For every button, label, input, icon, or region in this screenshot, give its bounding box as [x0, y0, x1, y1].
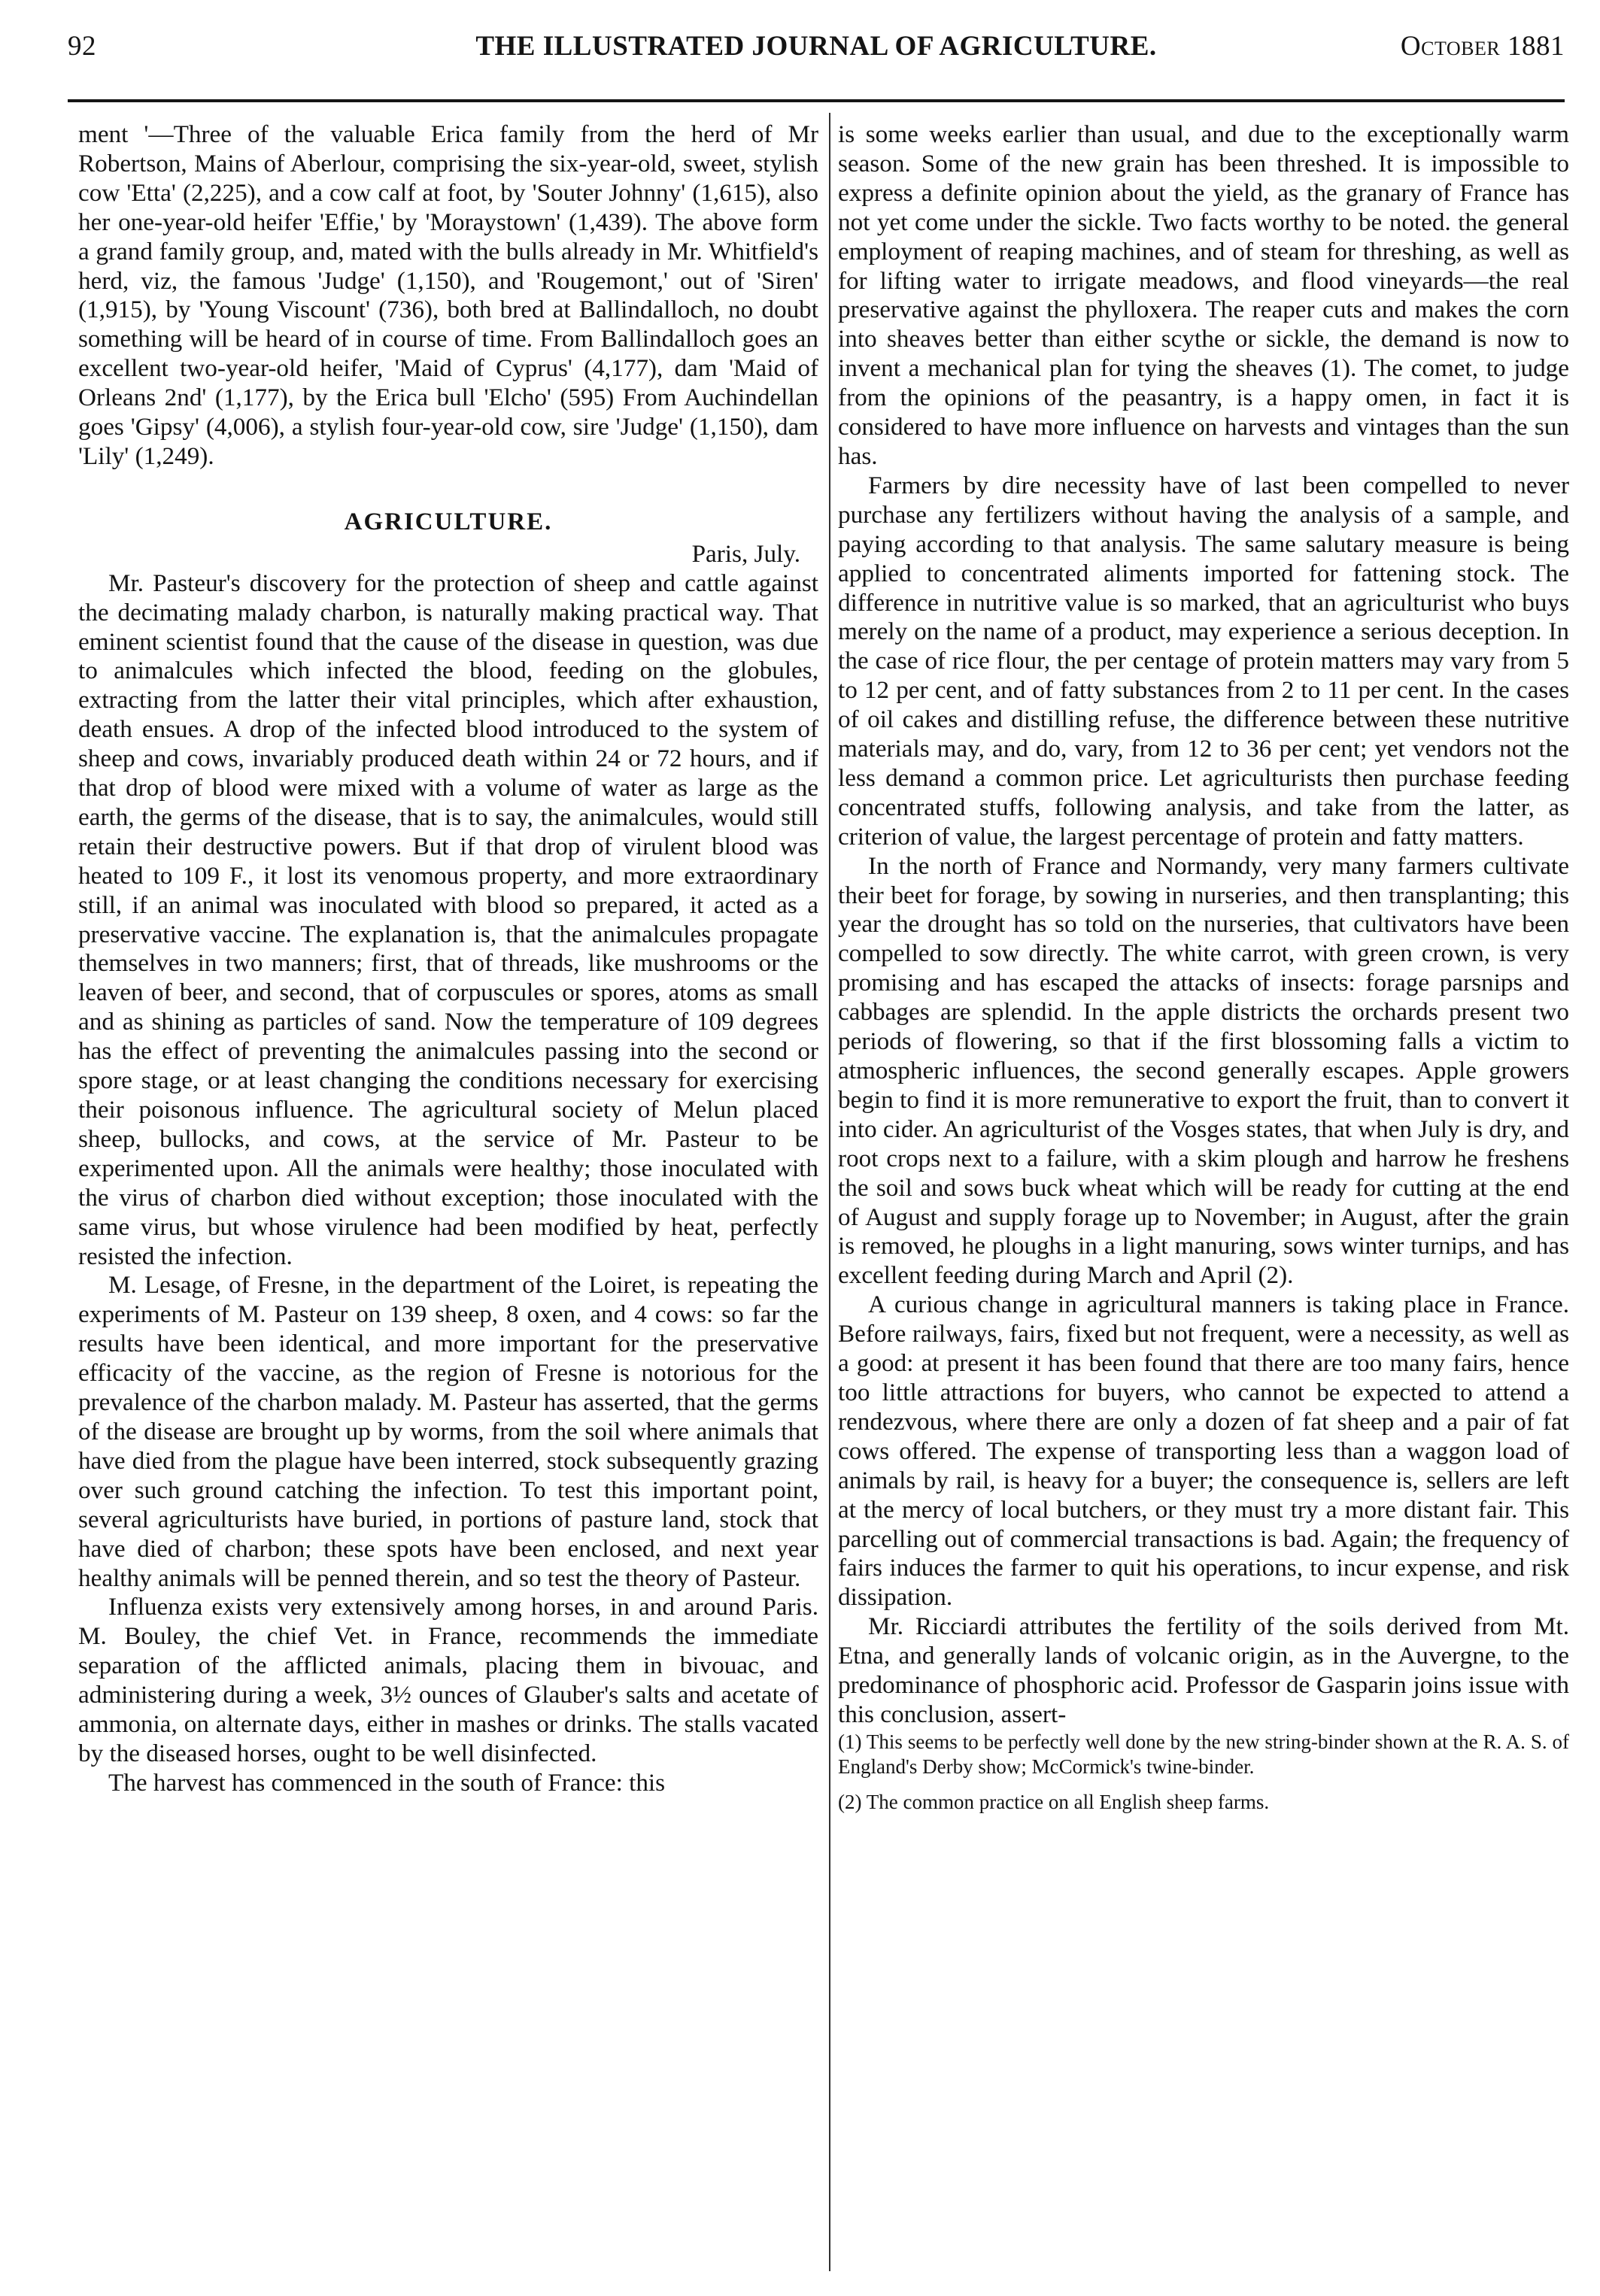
article-paragraph: A curious change in agricultural manners is taking place in France. Before railways, fairs, fixed but not frequent, were a necessity, as well as a good: at present it has been found that there are too many fairs, hence too little attractions for buyers, who cannot be expected to attend a rendezvous, where there are only a dozen of fat sheep and a pair of fat cows offered. The expense of transporting less than a waggon load of animals by rail, is heavy for a buyer; the consequence is, sellers are left at the mercy of local butchers, or they must try a more distant fair. This parcelling out of commercial transactions is bad. Again; the frequency of fairs induces the farmer to quit his operations, to incur expense, and risk dissipation. — [838, 1291, 1569, 1612]
column-divider — [829, 113, 830, 2271]
footnote: (1) This seems to be perfectly well done by the new string-binder shown at the R. A. S. of England's Derby show; McCormick's twine-binder. — [838, 1730, 1569, 1778]
article-paragraph: Mr. Pasteur's discovery for the protection of sheep and cattle against the decimating malady charbon, is naturally making practical way. That eminent scientist found that the cause of the disease in question, was due to animalcules which infected the blood, feeding on the globules, extracting from the latter their vital principles, which after exhaustion, death ensues. A drop of the infected blood introduced to the system of sheep and cows, invariably produced death within 24 or 72 hours, and if that drop of blood were mixed with a volume of water as large as the earth, the germs of the disease, that is to say, the animalcules, would still retain their destructive powers. But if that drop of virulent blood was heated to 109 F., it lost its venomous property, and more extraordinary still, if an animal was inoculated with blood so prepared, it acted as a preservative vaccine. The explanation is, that the animalcules propagate themselves in two manners; first, that of threads, like mushrooms or the leaven of beer, and second, that of corpuscules or spores, atoms as small and as shining as particles of sand. Now the temperature of 109 degrees has the effect of preventing the animalcules passing into the second or spore stage, or at least changing the conditions necessary for exercising their poisonous influence. The agricultural society of Melun placed sheep, bullocks, and cows, at the service of Mr. Pasteur to be experimented upon. All the animals were healthy; those inoculated with the virus of charbon died without exception; those inoculated with the same virus, but whose virulence had been modified by heat, perfectly resisted the infection. — [78, 569, 818, 1270]
running-header — [68, 24, 1565, 69]
article-paragraph: Influenza exists very extensively among horses, in and around Paris. M. Bouley, the chief Vet. in France, recommends the immediate separation of the afflicted animals, placing them in bivouac, and administering during a week, 3½ ounces of Glauber's salts and acetate of ammonia, on alternate days, either in mashes or drinks. The stalls vacated by the diseased horses, ought to be well disinfected. — [78, 1593, 818, 1767]
article-paragraph: In the north of France and Normandy, very many farmers cultivate their beet for forage, by sowing in nurseries, and then transplanting; this year the drought has so told on the nurseries, that cultivators have been compelled to sow directly. The white carrot, with green crown, is very promising and has escaped the attacks of insects: forage parsnips and cabbages are splendid. In the apple districts the orchards present two periods of flowering, so that if the first blossoming falls a victim to atmospheric influences, the second generally escapes. Apple growers begin to find it is more remunerative to export the fruit, than to convert it into cider. An agriculturist of the Vosges states, that when July is dry, and root crops next to a failure, with a skim plough and harrow he freshens the soil and sows buck wheat which will be ready for cutting at the end of August and supply forage up to November; in August, after the grain is removed, he ploughs in a light manuring, sows winter turnips, and has excellent feeding during March and April (2). — [838, 851, 1569, 1290]
left-column — [78, 120, 818, 1798]
article-paragraph: The harvest has commenced in the south of France: this — [108, 1768, 666, 1797]
article-paragraph: Mr. Ricciardi attributes the fertility of the soils derived from Mt. Etna, and generally lands of volcanic origin, as in the Auvergne, to the predominance of phosphoric acid. Professor de Gasparin joins issue with this conclusion, assert- — [838, 1612, 1569, 1728]
article-dateline: Paris, July. — [691, 539, 800, 568]
article-heading: AGRICULTURE. — [344, 508, 553, 535]
header-rule — [68, 99, 1565, 102]
article-paragraph: M. Lesage, of Fresne, in the department of the Loiret, is repeating the experiments of M. Pasteur on 139 sheep, 8 oxen, and 4 cows: so far the results have been identical, and more important for the preservative efficacity of the vaccine, as the region of Fresne is notorious for the prevalence of the charbon malady. M. Pasteur has asserted, that the germs of the disease are brought up by worms, from the soil where animals that have died from the plague have been interred, stock subsequently grazing over such ground catching the infection. To test this important point, several agriculturists have buried, in portions of pasture land, stock that have died of charbon; these spots have been enclosed, and next year healthy animals will be penned therein, and so test the theory of Pasteur. — [78, 1271, 818, 1592]
journal-title: THE ILLUSTRATED JOURNAL OF AGRICULTURE. — [475, 31, 1157, 62]
right-column — [838, 120, 1569, 1815]
footnote: (2) The common practice on all English sheep farms. — [838, 1790, 1270, 1813]
page-number: 92 — [68, 31, 96, 62]
article-continuation-paragraph: ment '—Three of the valuable Erica family from the herd of Mr Robertson, Mains of Aberlour, comprising the six-year-old, sweet, stylish cow 'Etta' (2,225), and a cow calf at foot, by 'Souter Johnny' (1,615), also her one-year-old heifer 'Effie,' by 'Moraystown' (1,439). The above form a grand family group, and, mated with the bulls already in Mr. Whitfield's herd, viz, the famous 'Judge' (1,150), and 'Rougemont,' out of 'Siren' (1,915), by 'Young Viscount' (736), both bred at Ballindalloch, no doubt something will be heard of in course of time. From Ballindalloch goes an excellent two-year-old heifer, 'Maid of Cyprus' (4,177), dam 'Maid of Orleans 2nd' (1,177), by the Erica bull 'Elcho' (595) From Auchindellan goes 'Gipsy' (4,006), a stylish four-year-old cow, sire 'Judge' (1,150), dam 'Lily' (1,249). — [78, 120, 818, 470]
article-paragraph: Farmers by dire necessity have of last been compelled to never purchase any fertilizers without having the analysis of a sample, and paying according to that analysis. The same salutary measure is being applied to concentrated aliments imported for fattening stock. The difference in nutritive value is so marked, that an agriculturist who buys merely on the name of a product, may experience a serious deception. In the case of rice flour, the per centage of protein matters may vary from 5 to 12 per cent, and of fatty substances from 2 to 11 per cent. In the cases of oil cakes and distilling refuse, the difference between these nutritive materials may, and do, vary, from 12 to 36 per cent; yet vendors not the less demand a common price. Let agriculturists then purchase feeding concentrated stuffs, following analysis, and take from the latter, as criterion of value, the largest percentage of protein and fatty matters. — [838, 471, 1569, 851]
article-paragraph: is some weeks earlier than usual, and due to the exceptionally warm season. Some of the new grain has been threshed. It is impossible to express a definite opinion about the yield, as the granary of France has not yet come under the sickle. Two facts worthy to be noted. the general employment of reaping machines, and of steam for threshing, as well as for lifting water to irrigate meadows, and flood vineyards—the real preservative against the phylloxera. The reaper cuts and makes the corn into sheaves better than either scythe or sickle, the demand is now to invent a mechanical plan for tying the sheaves (1). The comet, to judge from the opinions of the peasantry, is a happy omen, in fact it is considered to have more influence on harvests and vintages than the sun has. — [838, 120, 1569, 470]
issue-date: October 1881 — [1400, 31, 1565, 62]
